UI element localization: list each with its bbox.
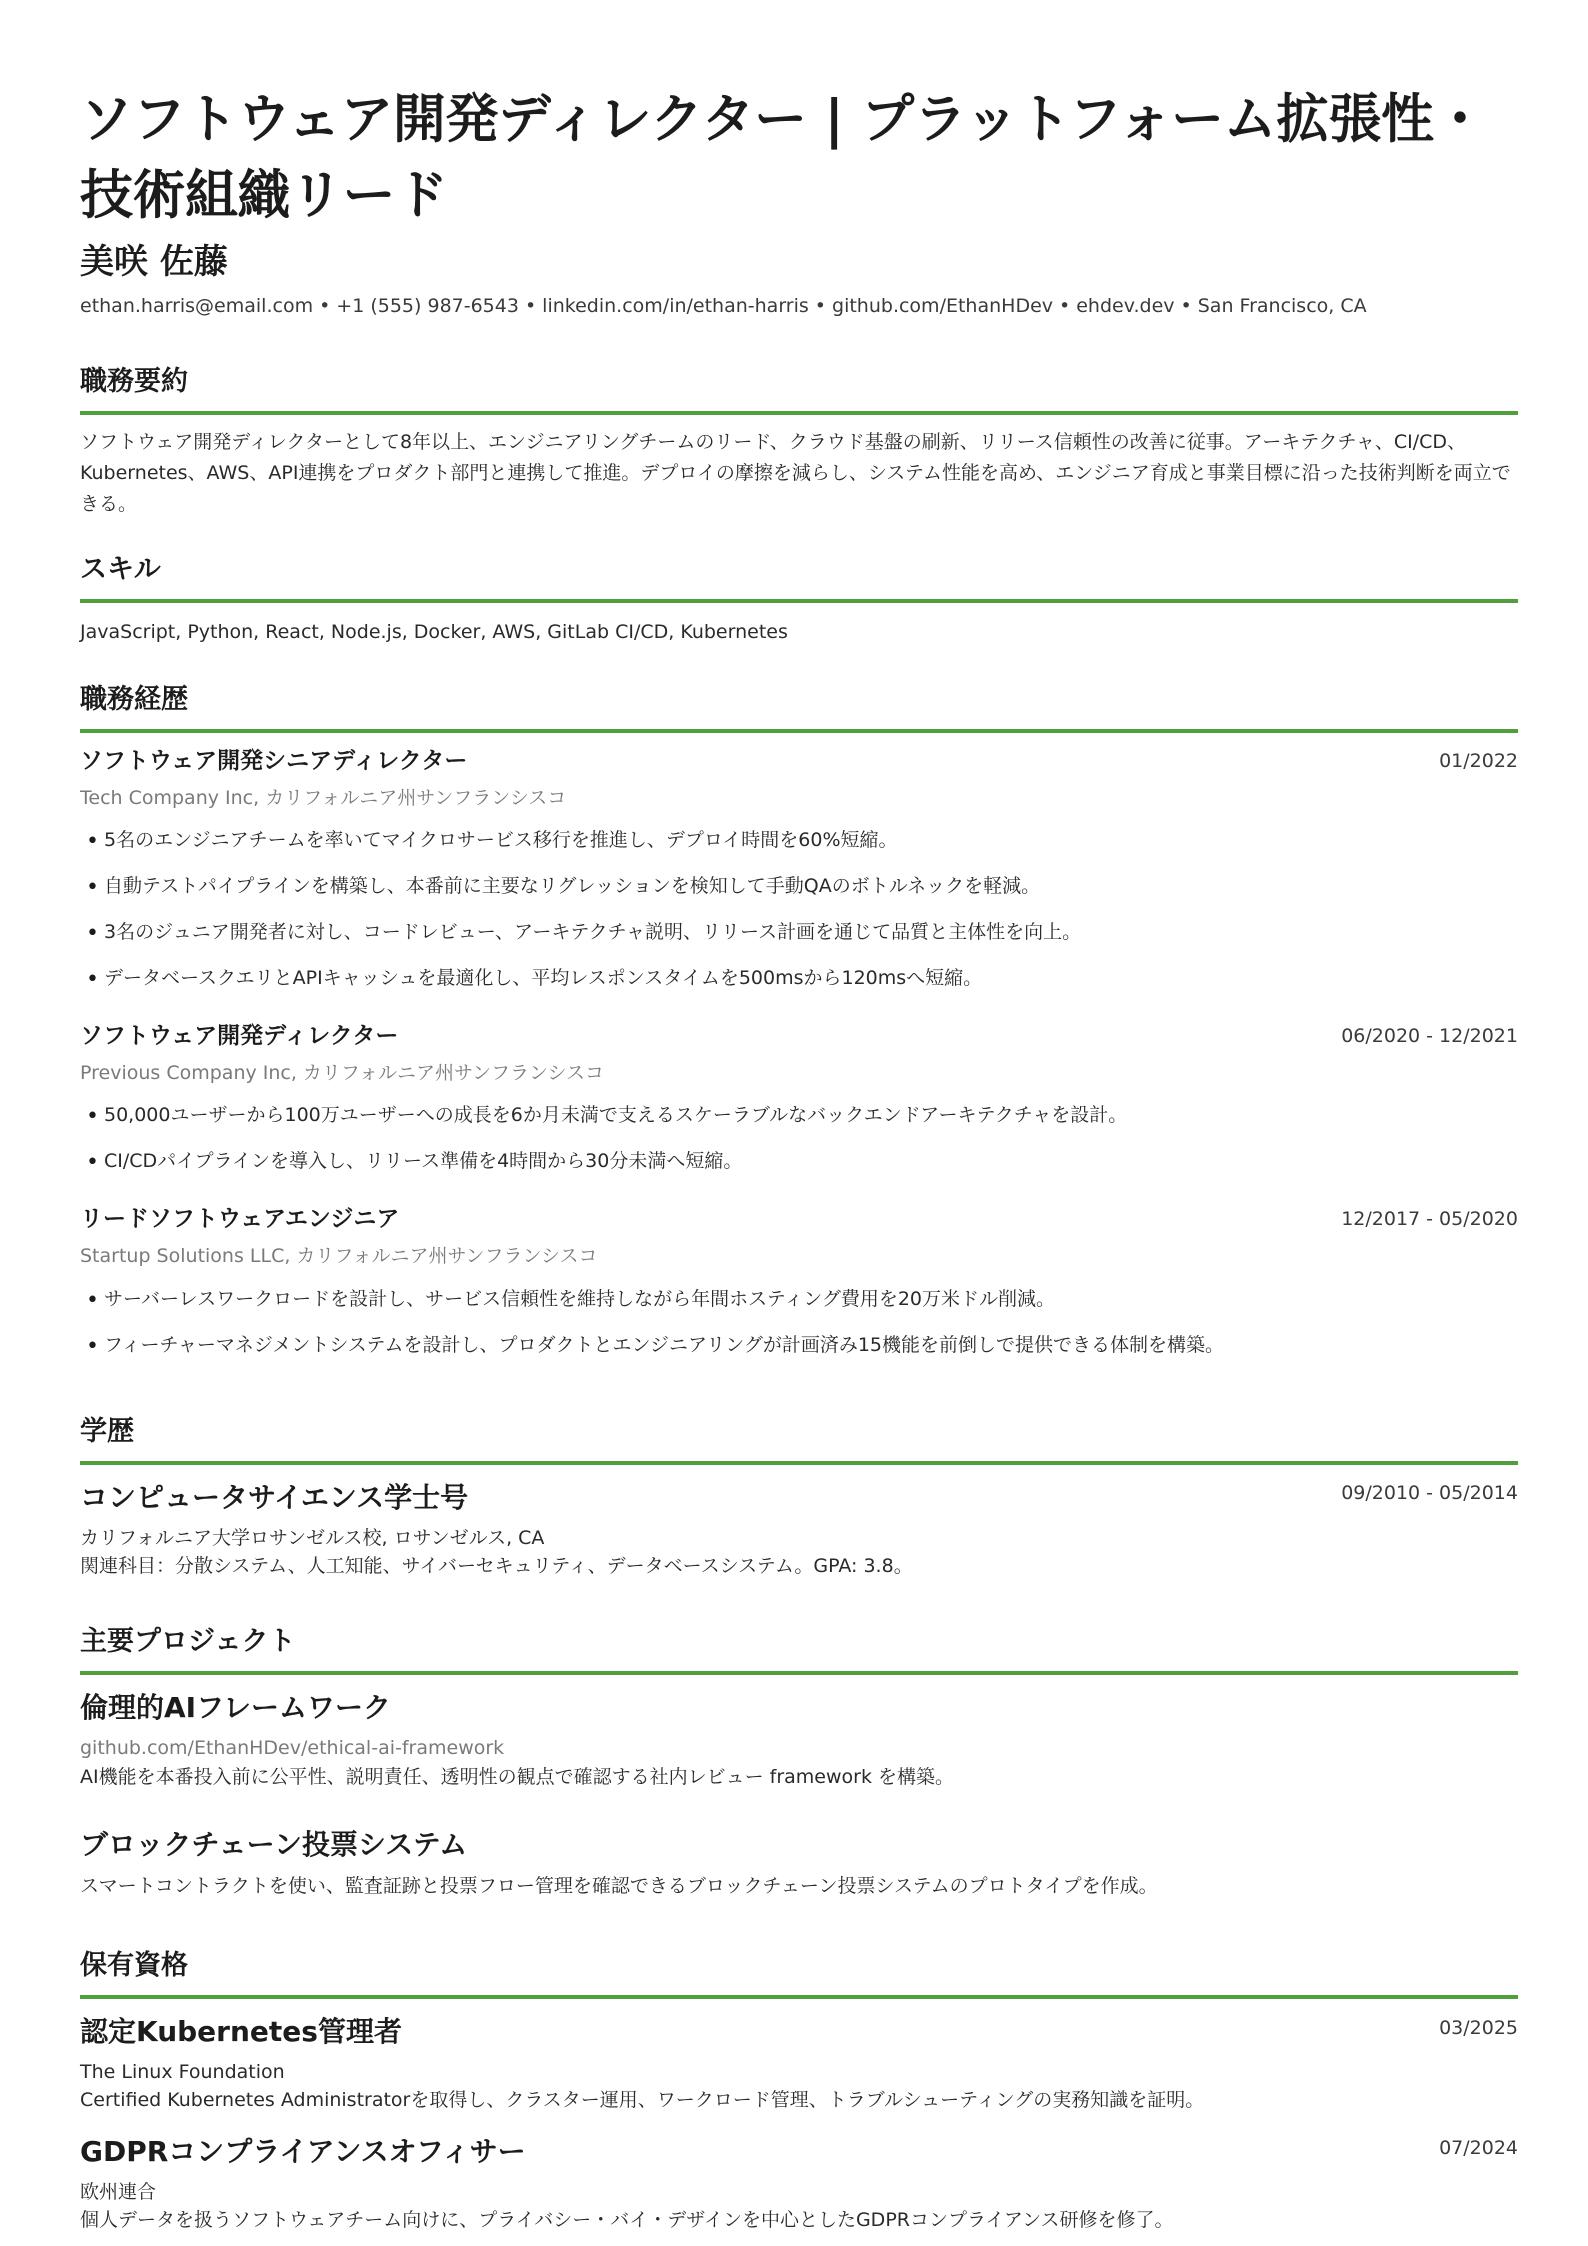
- cert-description: 個人データを扱うソフトウェアチーム向けに、プライバシー・バイ・デザインを中心としたGDPRコンプライアンス研修を修了。: [80, 2209, 1174, 2231]
- school-name: カリフォルニア大学ロサンゼルス校, ロサンゼルス, CA: [80, 1527, 545, 1549]
- job-date: 01/2022: [1439, 750, 1518, 772]
- job-date: 12/2017 - 05/2020: [1341, 1208, 1518, 1230]
- cert-date: 07/2024: [1439, 2137, 1518, 2159]
- job-bullets: [80, 1092, 1518, 1184]
- cert-date: 03/2025: [1439, 2017, 1518, 2039]
- project-description: AI機能を本番投入前に公平性、説明責任、透明性の観点で確認する社内レビュー framework を構築。: [80, 1766, 955, 1788]
- skills-heading: スキル: [80, 550, 1518, 603]
- cert-issuer: 欧州連合: [80, 2181, 157, 2203]
- contact-separator: •: [1059, 295, 1071, 317]
- job-bullet: • CI/CDパイプラインを導入し、リリース準備を4時間から30分未満へ短縮。: [80, 1138, 1518, 1184]
- job-bullet: • 3名のジュニア開発者に対し、コードレビュー、アーキテクチャ説明、リリース計画を通じて品質と主体性を向上。: [80, 909, 1518, 955]
- job-bullet: • データベースクエリとAPIキャッシュを最適化し、平均レスポンスタイムを500msから120msへ短縮。: [80, 955, 1518, 1001]
- job-title: リードソフトウェアエンジニア: [80, 1206, 400, 1232]
- summary-text: ソフトウェア開発ディレクターとして8年以上、エンジニアリングチームのリード、クラウド基盤の刷新、リリース信頼性の改善に従事。アーキテクチャ、CI/CD、Kubernetes、AWS、API連携をプロダクト部門と連携して推進。デプロイの摩擦を減らし、システム性能を高め、エンジニア育成と事業目標に沿った技術判断を両立できる。: [80, 431, 1511, 515]
- projects-heading: 主要プロジェクト: [80, 1622, 1518, 1675]
- job-company: Previous Company Inc, カリフォルニア州サンフランシスコ: [80, 1062, 604, 1084]
- project-title: 倫理的AIフレームワーク: [80, 1691, 391, 1724]
- degree-title: コンピュータサイエンス学士号: [80, 1481, 469, 1514]
- skills-text: JavaScript, Python, React, Node.js, Docker, AWS, GitLab CI/CD, Kubernetes: [80, 621, 788, 643]
- job-bullet: • フィーチャーマネジメントシステムを設計し、プロダクトとエンジニアリングが計画済み15機能を前倒しで提供できる体制を構築。: [80, 1322, 1518, 1368]
- contact-github[interactable]: github.com/EthanHDev: [832, 295, 1054, 317]
- job-bullet: • 自動テストパイプラインを構築し、本番前に主要なリグレッションを検知して手動QAのボトルネックを軽減。: [80, 863, 1518, 909]
- job-bullet: • 50,000ユーザーから100万ユーザーへの成長を6か月未満で支えるスケーラブルなバックエンドアーキテクチャを設計。: [80, 1092, 1518, 1138]
- experience-heading: 職務経歴: [80, 680, 1518, 733]
- job-date: 06/2020 - 12/2021: [1341, 1025, 1518, 1047]
- project-link[interactable]: github.com/EthanHDev/ethical-ai-framework: [80, 1737, 505, 1759]
- resume-title: ソフトウェア開発ディレクター | プラットフォーム拡張性・技術組織リード: [80, 89, 1486, 226]
- candidate-name: 美咲 佐藤: [80, 242, 228, 282]
- contact-phone[interactable]: +1 (555) 987-6543: [336, 295, 519, 317]
- job-bullets: [80, 1276, 1518, 1368]
- job-bullets: [80, 817, 1518, 1001]
- cert-title: 認定Kubernetes管理者: [80, 2015, 402, 2048]
- job-title: ソフトウェア開発ディレクター: [80, 1023, 399, 1049]
- job-company: Startup Solutions LLC, カリフォルニア州サンフランシスコ: [80, 1245, 598, 1267]
- education-details: 関連科目：分散システム、人工知能、サイバーセキュリティ、データベースシステム。GPA: 3.8。: [80, 1555, 913, 1577]
- job-title: ソフトウェア開発シニアディレクター: [80, 748, 468, 774]
- education-heading: 学歴: [80, 1412, 1518, 1465]
- project-title: ブロックチェーン投票システム: [80, 1828, 468, 1861]
- contact-website[interactable]: ehdev.dev: [1076, 295, 1175, 317]
- job-bullet: • サーバーレスワークロードを設計し、サービス信頼性を維持しながら年間ホスティング費用を20万米ドル削減。: [80, 1276, 1518, 1322]
- contact-separator: •: [814, 295, 827, 317]
- job-company: Tech Company Inc, カリフォルニア州サンフランシスコ: [80, 787, 567, 809]
- contact-line: [80, 292, 1367, 320]
- project-description: スマートコントラクトを使い、監査証跡と投票フロー管理を確認できるブロックチェーン投票システムのプロトタイプを作成。: [80, 1875, 1158, 1897]
- contact-separator: •: [1180, 295, 1192, 317]
- contact-separator: •: [524, 295, 537, 317]
- summary-heading: 職務要約: [80, 362, 1518, 415]
- certifications-heading: 保有資格: [80, 1946, 1518, 1999]
- job-bullet: • 5名のエンジニアチームを率いてマイクロサービス移行を推進し、デプロイ時間を60%短縮。: [80, 817, 1518, 863]
- contact-linkedin[interactable]: linkedin.com/in/ethan-harris: [542, 295, 809, 317]
- cert-issuer: The Linux Foundation: [80, 2061, 285, 2083]
- contact-location: San Francisco, CA: [1197, 295, 1367, 317]
- cert-description: Certified Kubernetes Administratorを取得し、クラスター運用、ワークロード管理、トラブルシューティングの実務知識を証明。: [80, 2089, 1205, 2111]
- education-date: 09/2010 - 05/2014: [1341, 1482, 1518, 1504]
- contact-separator: •: [319, 295, 331, 317]
- cert-title: GDPRコンプライアンスオフィサー: [80, 2135, 526, 2168]
- contact-email[interactable]: ethan.harris@email.com: [80, 295, 314, 317]
